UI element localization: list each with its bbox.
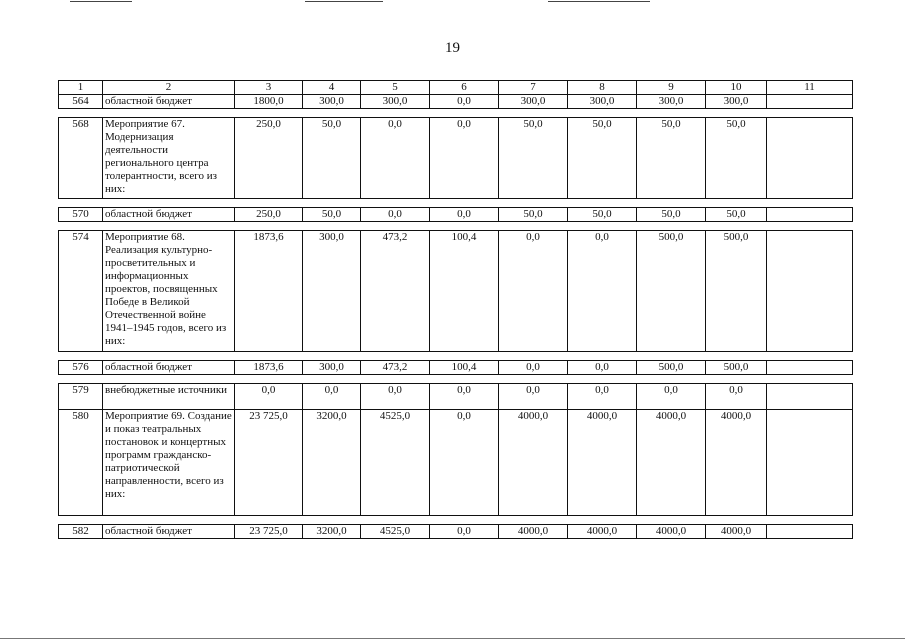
header-cell: 9 <box>637 81 706 95</box>
value-cell: 4000,0 <box>637 525 706 539</box>
row-name-cell: Мероприятие 67. Модернизация деятельности регионального центра толерантности, всего из них: <box>103 118 235 199</box>
value-cell: 4000,0 <box>706 525 767 539</box>
value-cell: 50,0 <box>499 208 568 222</box>
header-cell: 11 <box>767 81 853 95</box>
value-cell: 0,0 <box>303 384 361 410</box>
value-cell: 100,4 <box>430 231 499 352</box>
page-number: 19 <box>445 40 460 56</box>
value-cell: 50,0 <box>706 208 767 222</box>
header-cell: 4 <box>303 81 361 95</box>
value-cell: 4000,0 <box>706 410 767 516</box>
value-cell: 0,0 <box>361 118 430 199</box>
row-index-cell: 576 <box>59 361 103 375</box>
value-cell: 300,0 <box>499 95 568 109</box>
value-cell: 50,0 <box>499 118 568 199</box>
row-separator <box>59 516 853 525</box>
scan-edge-top-left <box>70 1 132 2</box>
value-cell: 50,0 <box>303 208 361 222</box>
scan-edge-top-mid <box>305 1 383 2</box>
value-cell <box>767 361 853 375</box>
budget-table <box>58 80 853 539</box>
value-cell: 0,0 <box>430 208 499 222</box>
value-cell: 473,2 <box>361 361 430 375</box>
value-cell: 500,0 <box>637 231 706 352</box>
value-cell: 0,0 <box>430 118 499 199</box>
value-cell: 50,0 <box>568 118 637 199</box>
value-cell <box>767 231 853 352</box>
table-row <box>59 525 853 539</box>
value-cell: 50,0 <box>568 208 637 222</box>
header-cell: 2 <box>103 81 235 95</box>
value-cell: 300,0 <box>303 361 361 375</box>
separator-cell <box>59 375 853 384</box>
value-cell: 0,0 <box>568 361 637 375</box>
value-cell: 0,0 <box>637 384 706 410</box>
row-name-cell: Мероприятие 69. Создание и показ театральных постановок и концертных программ гражданско-патриотической направленности, всего из них: <box>103 410 235 516</box>
value-cell <box>767 525 853 539</box>
table-header-row <box>59 81 853 95</box>
table-row <box>59 231 853 352</box>
value-cell: 0,0 <box>430 95 499 109</box>
value-cell: 473,2 <box>361 231 430 352</box>
row-index-cell: 570 <box>59 208 103 222</box>
value-cell: 4000,0 <box>568 410 637 516</box>
value-cell: 1873,6 <box>235 231 303 352</box>
table-row <box>59 95 853 109</box>
value-cell <box>767 208 853 222</box>
value-cell: 4000,0 <box>499 525 568 539</box>
header-cell: 7 <box>499 81 568 95</box>
value-cell: 0,0 <box>568 231 637 352</box>
row-name-cell: областной бюджет <box>103 208 235 222</box>
value-cell: 50,0 <box>303 118 361 199</box>
value-cell: 300,0 <box>568 95 637 109</box>
scan-edge-top-right <box>548 1 650 2</box>
value-cell: 0,0 <box>430 525 499 539</box>
value-cell: 4525,0 <box>361 525 430 539</box>
row-name-cell: Мероприятие 68. Реализация культурно-просветительных и информационных проектов, посвященных Победе в Великой Отечественной войне 1941–1945 годов, всего из них: <box>103 231 235 352</box>
value-cell: 250,0 <box>235 118 303 199</box>
separator-cell <box>59 516 853 525</box>
table-row <box>59 208 853 222</box>
header-cell: 1 <box>59 81 103 95</box>
row-separator <box>59 199 853 208</box>
row-index-cell: 564 <box>59 95 103 109</box>
value-cell: 0,0 <box>430 410 499 516</box>
row-index-cell: 580 <box>59 410 103 516</box>
value-cell: 500,0 <box>637 361 706 375</box>
value-cell: 0,0 <box>361 384 430 410</box>
value-cell: 23 725,0 <box>235 525 303 539</box>
row-index-cell: 579 <box>59 384 103 410</box>
row-name-cell: областной бюджет <box>103 361 235 375</box>
value-cell: 500,0 <box>706 361 767 375</box>
table-row <box>59 361 853 375</box>
value-cell: 500,0 <box>706 231 767 352</box>
value-cell: 0,0 <box>499 361 568 375</box>
row-name-cell: внебюджетные источники <box>103 384 235 410</box>
value-cell: 4000,0 <box>637 410 706 516</box>
header-cell: 5 <box>361 81 430 95</box>
value-cell <box>767 384 853 410</box>
header-cell: 8 <box>568 81 637 95</box>
table-row <box>59 118 853 199</box>
value-cell: 23 725,0 <box>235 410 303 516</box>
separator-cell <box>59 109 853 118</box>
value-cell: 0,0 <box>430 384 499 410</box>
row-separator <box>59 222 853 231</box>
value-cell: 3200,0 <box>303 410 361 516</box>
value-cell: 3200,0 <box>303 525 361 539</box>
value-cell: 0,0 <box>499 231 568 352</box>
value-cell: 300,0 <box>637 95 706 109</box>
value-cell <box>767 118 853 199</box>
value-cell: 300,0 <box>303 231 361 352</box>
value-cell: 4000,0 <box>499 410 568 516</box>
separator-cell <box>59 222 853 231</box>
value-cell: 1873,6 <box>235 361 303 375</box>
header-cell: 6 <box>430 81 499 95</box>
header-cell: 10 <box>706 81 767 95</box>
header-cell: 3 <box>235 81 303 95</box>
value-cell: 0,0 <box>235 384 303 410</box>
value-cell: 0,0 <box>361 208 430 222</box>
row-index-cell: 574 <box>59 231 103 352</box>
value-cell: 300,0 <box>361 95 430 109</box>
value-cell: 300,0 <box>303 95 361 109</box>
value-cell: 100,4 <box>430 361 499 375</box>
separator-cell <box>59 199 853 208</box>
value-cell <box>767 410 853 516</box>
row-index-cell: 582 <box>59 525 103 539</box>
row-index-cell: 568 <box>59 118 103 199</box>
row-separator <box>59 375 853 384</box>
value-cell: 4525,0 <box>361 410 430 516</box>
row-name-cell: областной бюджет <box>103 525 235 539</box>
row-separator <box>59 352 853 361</box>
value-cell: 0,0 <box>568 384 637 410</box>
scan-edge-bottom <box>0 638 905 639</box>
value-cell: 1800,0 <box>235 95 303 109</box>
value-cell: 300,0 <box>706 95 767 109</box>
value-cell: 4000,0 <box>568 525 637 539</box>
table-row <box>59 384 853 410</box>
row-separator <box>59 109 853 118</box>
value-cell: 0,0 <box>706 384 767 410</box>
separator-cell <box>59 352 853 361</box>
table-row <box>59 410 853 516</box>
value-cell: 50,0 <box>637 208 706 222</box>
value-cell: 250,0 <box>235 208 303 222</box>
value-cell: 50,0 <box>706 118 767 199</box>
value-cell: 0,0 <box>499 384 568 410</box>
value-cell <box>767 95 853 109</box>
value-cell: 50,0 <box>637 118 706 199</box>
row-name-cell: областной бюджет <box>103 95 235 109</box>
